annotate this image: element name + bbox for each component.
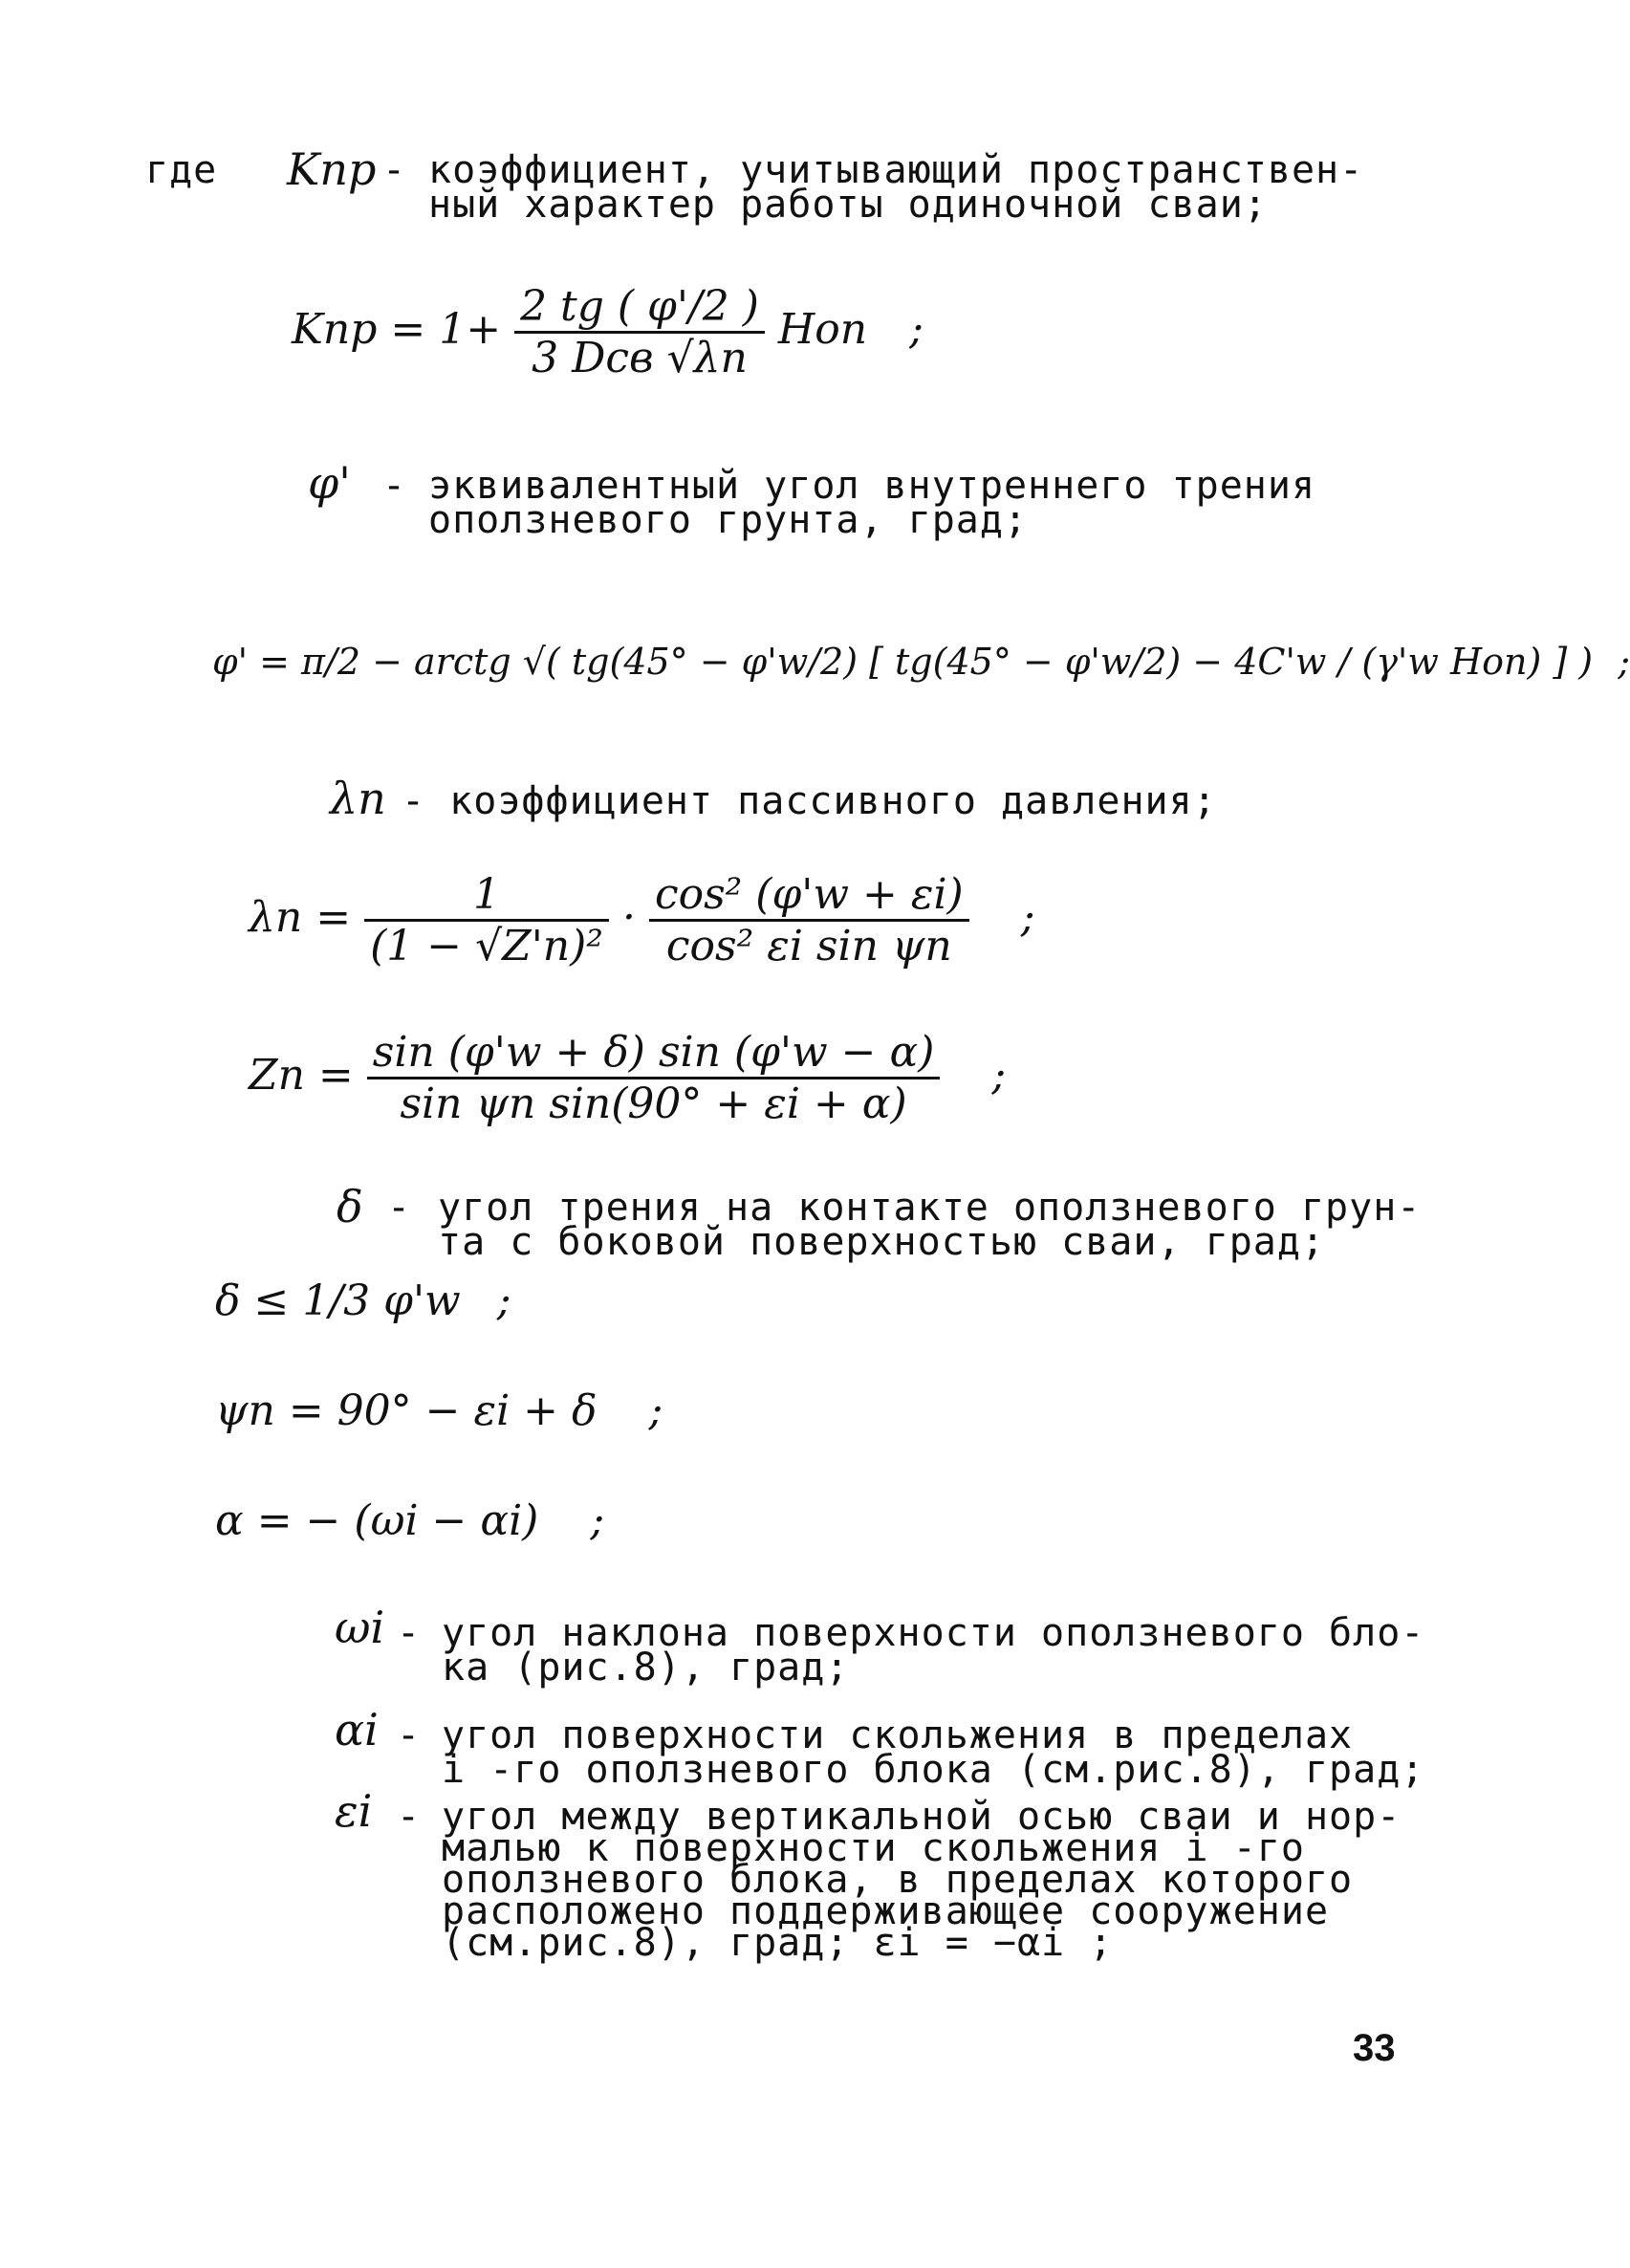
k-definition-line1: коэффициент, учитывающий пространствен- xyxy=(428,148,1364,192)
omega-definition-line1: угол наклона поверхности оползневого бло- xyxy=(442,1611,1425,1655)
alpha-definition-line2: i -го оползневого блока (см.рис.8), град; xyxy=(442,1748,1425,1792)
phi-definition-line1: эквивалентный угол внутреннего трения xyxy=(428,464,1316,508)
equation-alpha xyxy=(215,1496,604,1545)
epsilon-symbol: εi xyxy=(335,1785,373,1837)
delta-symbol: δ xyxy=(337,1181,363,1232)
k-dash: - xyxy=(382,148,407,192)
equation-delta xyxy=(215,1276,511,1325)
delta-definition-line2: та с боковой поверхностью сваи, град; xyxy=(438,1220,1326,1264)
equation-lambda-numerator2: cos² (φ'w + εi) xyxy=(649,870,969,922)
equation-k-tail: Hоп xyxy=(777,305,868,354)
equation-z-end: ; xyxy=(991,1051,1007,1100)
delta-definition-line1: угол трения на контакте оползневого грун- xyxy=(438,1186,1422,1230)
equation-k-denominator: 3 Dсв √λп xyxy=(532,334,748,382)
lambda-symbol: λп xyxy=(330,773,386,824)
omega-definition-line2: ка (рис.8), град; xyxy=(442,1646,850,1690)
equation-psi-text: ψп = 90° − εi + δ xyxy=(215,1386,598,1435)
omega-symbol: ωi xyxy=(335,1602,385,1653)
equation-alpha-text: α = − (ωi − αi) xyxy=(215,1496,539,1545)
equation-z-denominator: sin ψп sin(90° + εi + α) xyxy=(400,1079,907,1128)
equation-delta-end: ; xyxy=(496,1276,511,1325)
equation-lambda-end: ; xyxy=(1020,893,1035,942)
equation-k-numerator: 2 tg ( φ'/2 ) xyxy=(514,282,765,334)
alpha-symbol: αi xyxy=(335,1704,379,1756)
equation-psi-end: ; xyxy=(648,1386,663,1435)
alpha-dash: - xyxy=(397,1713,422,1757)
equation-k-lhs: Kпр = 1+ xyxy=(292,305,502,354)
epsilon-definition-line1: угол между вертикальной осью сваи и нор- xyxy=(442,1795,1402,1839)
equation-lambda-fraction1 xyxy=(364,870,609,970)
equation-lambda-denominator1: (1 − √Z'п)² xyxy=(370,922,603,970)
equation-lambda-lhs: λп = xyxy=(249,893,352,942)
equation-z-fraction xyxy=(367,1028,941,1128)
epsilon-definition-line2: малью к поверхности скольжения i -го xyxy=(442,1826,1305,1870)
equation-delta-text: δ ≤ 1/3 φ'w xyxy=(215,1276,461,1325)
equation-phi xyxy=(212,641,1630,683)
equation-z xyxy=(249,1028,1006,1128)
phi-definition-line2: оползневого грунта, град; xyxy=(428,498,1029,542)
equation-lambda-dot: · xyxy=(621,893,636,942)
page-number: 33 xyxy=(1353,2027,1396,2069)
epsilon-definition-line3: оползневого блока, в пределах которого xyxy=(442,1858,1354,1902)
equation-z-lhs: Zп = xyxy=(249,1051,354,1100)
phi-dash: - xyxy=(382,464,407,508)
where-word: где xyxy=(145,148,218,192)
phi-symbol: φ' xyxy=(308,457,351,509)
lambda-definition: - коэффициент пассивного давления; xyxy=(402,779,1217,823)
epsilon-dash: - xyxy=(397,1795,422,1839)
k-symbol: Kпр xyxy=(287,143,377,195)
equation-z-numerator: sin (φ'w + δ) sin (φ'w − α) xyxy=(367,1028,941,1079)
equation-phi-end: ; xyxy=(1618,641,1630,683)
delta-dash: - xyxy=(387,1186,412,1230)
equation-k-end: ; xyxy=(909,305,924,354)
equation-lambda-denominator2: cos² εi sin ψп xyxy=(665,922,952,970)
epsilon-definition-line4: расположено поддерживающее сооружение xyxy=(442,1889,1330,1933)
equation-alpha-end: ; xyxy=(590,1496,605,1545)
equation-phi-expression: φ' = π/2 − arctg √( tg(45° − φ'w/2) [ tg(45° − φ'w/2) − 4C'w / (γ'w Hоп) ] ) xyxy=(212,641,1594,683)
equation-k-fraction xyxy=(514,282,765,382)
equation-psi xyxy=(215,1386,663,1435)
k-definition-line2: ный характер работы одиночной сваи; xyxy=(428,183,1268,227)
equation-lambda-fraction2 xyxy=(649,870,969,970)
alpha-definition-line1: угол поверхности скольжения в пределах xyxy=(442,1713,1354,1757)
omega-dash: - xyxy=(397,1611,422,1655)
epsilon-definition-line5: (см.рис.8), град; εi = −αi ; xyxy=(442,1921,1114,1965)
equation-lambda xyxy=(249,870,1035,970)
equation-lambda-numerator1: 1 xyxy=(364,870,609,922)
equation-k xyxy=(292,282,924,382)
